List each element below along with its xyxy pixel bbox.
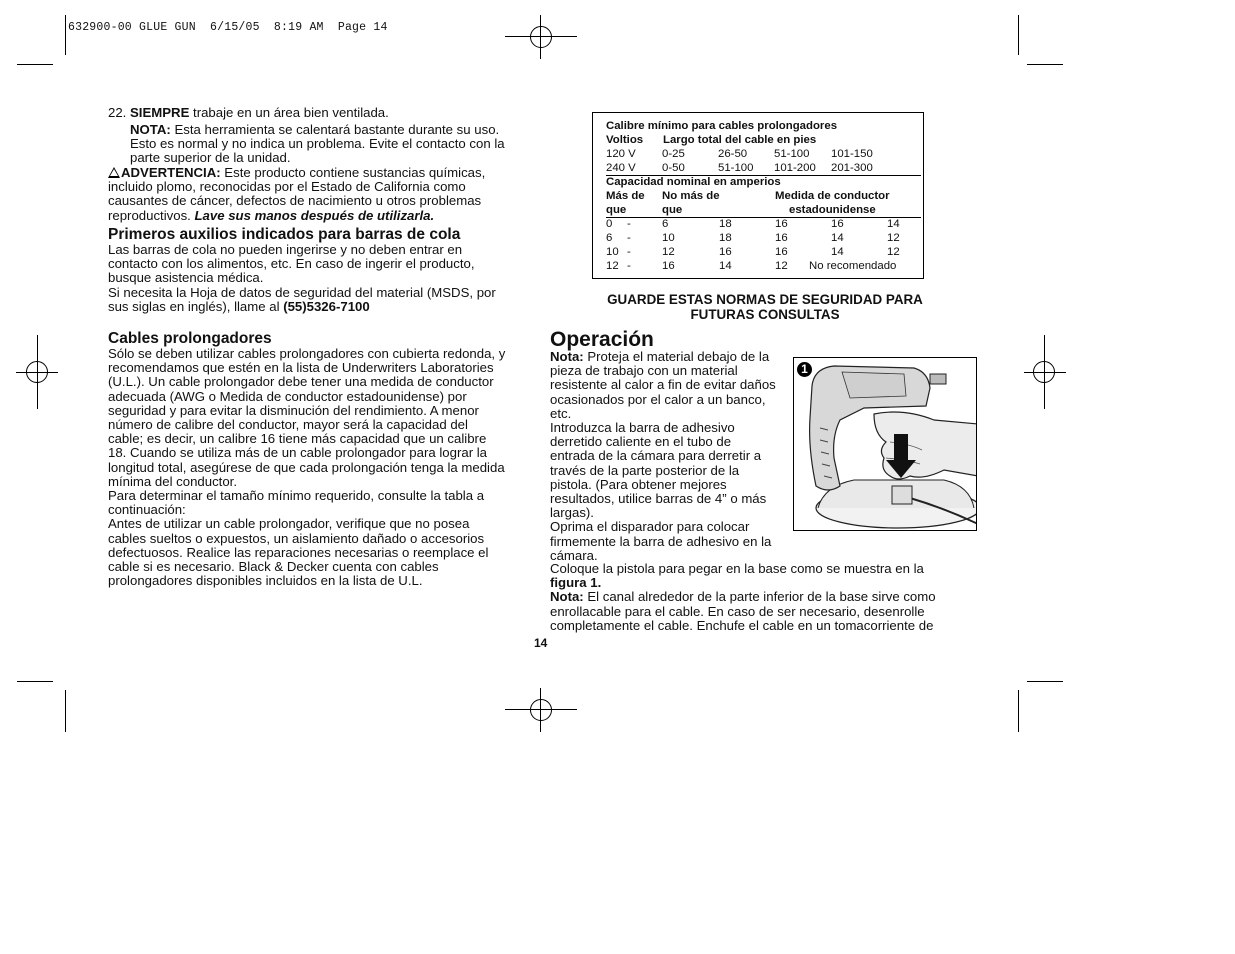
table-row: 10 - 12 16 16 14 12 [606,246,900,258]
col-volts: Voltios [606,134,644,146]
operation-full-text: Coloque la pistola para pegar en la base como se muestra en la figura 1. Nota: El canal alrededor de la parte inferior de la base sirve como enrollacable para el cable. En caso de ser necesario, desenrolle completamente el cable. Enchufe el cable en un tomacorriente de [550,561,936,633]
figure-number-badge: 1 [797,362,812,377]
first-aid-body: Las barras de cola no pueden ingerirse y no deben entrar en contacto con los alimentos, etc. En caso de ingerir el producto, busque asistencia médica. Si necesita la Hoja de datos de seguridad del material (MSDS, por sus siglas en inglés), llame al (55)5326-7100 [108,242,496,314]
cables-heading: Cables prolongadores [108,330,272,347]
operation-heading: Operación [550,328,654,351]
print-header: 632900-00 GLUE GUN 6/15/05 8:19 AM Page 14 [68,21,388,34]
figure-reference: figura 1. [550,575,602,591]
table-row: 12 - 16 14 12 No recomendado [606,260,897,272]
item-22: 22. SIEMPRE trabaje en un área bien ventilada. [108,105,389,120]
advertencia-paragraph: ADVERTENCIA: Este producto contiene sustancias químicas, incluido plomo, reconocidas por el Estado de California como causantes de cáncer, defectos de nacimiento u otros problemas reproductivos. Lave sus manos después de utilizarla. [108,165,486,223]
table-row: 6 - 10 18 16 14 12 [606,232,900,244]
cables-body: Sólo se deben utilizar cables prolongadores con cubierta redonda, y recomendamos que estén en la lista de Underwriters Laboratories (U.L.). Un cable prolongador debe tener una medida de conductor adecuada (AWG o Medida de conductor estadounidense) por seguridad y para evitar la disminución del rendimiento. A menor número de calibre del conductor, mayor será la capacidad del cable; es decir, un calibre 16 tiene más capacidad que un calibre 18. Cuando se utiliza más de un cable prolongador para lograr la longitud total, asegúrese de que cada prolongación tenga la medida mínima del conductor. Para determinar el tamaño mínimo requerido, consulte la tabla a continuación: Antes de utilizar un cable prolongador, verifique que no posea cables sueltos o expuestos, un aislamiento dañado o accesorios defectuosos. Realice las reparaciones necesarias o reemplace el cable si es necesario. Black & Decker cuenta con cables prolongadores disponibles incluidos en la lista de U.L. [108,346,506,589]
operation-narrow-text: Nota: Proteja el material debajo de la pieza de trabajo con un material resistente al calor a fin de evitar daños ocasionados por el calor a un banco, etc. Introduzca la barra de adhesivo derretido caliente en el tubo de entrada de la cámara para derretir a través de la parte posterior de la pistola. (Para obtener mejores resultados, utilice barras de 4” o más largas). Oprima el disparador para colocar firmemente la barra de adhesivo en la cámara. [550,349,776,563]
extension-cord-table: Calibre mínimo para cables prolongadores Voltios Largo total del cable en pies 120 V 0-25 26-50 51-100 101-150 240 V 0-50 51-100 101-200 201-300 Capacidad nominal en amperios Más de No más de Medida de conductor que que estadounidense 0 - 6 18 16 16 14 6 - 10 18 16 14 12 10 - 12 16 16 14 12 12 - 16 14 12 No recomendado [592,112,924,279]
table-row: 0 - 6 18 16 16 14 [606,218,900,230]
table-row: 240 V 0-50 51-100 101-200 201-300 [606,162,873,174]
amp-title: Capacidad nominal en amperios [606,176,781,188]
figure-1-glue-gun [793,357,977,531]
first-aid-heading: Primeros auxilios indicados para barras de cola [108,226,461,243]
page-number: 14 [534,636,548,650]
glue-gun-illustration [794,358,977,531]
table-row: 120 V 0-25 26-50 51-100 101-150 [606,148,873,160]
table-title: Calibre mínimo para cables prolongadores [606,120,838,132]
warning-triangle-icon [108,167,120,178]
not-recommended: No recomendado [809,260,897,272]
guarde-notice: GUARDE ESTAS NORMAS DE SEGURIDAD PARA FUTURAS CONSULTAS [607,292,923,322]
col-length: Largo total del cable en pies [663,134,817,146]
nota-paragraph: NOTA: Esta herramienta se calentará bastante durante su uso. Esto es normal y no indica un problema. Evite el contacto con la parte superior de la unidad. [130,122,505,166]
